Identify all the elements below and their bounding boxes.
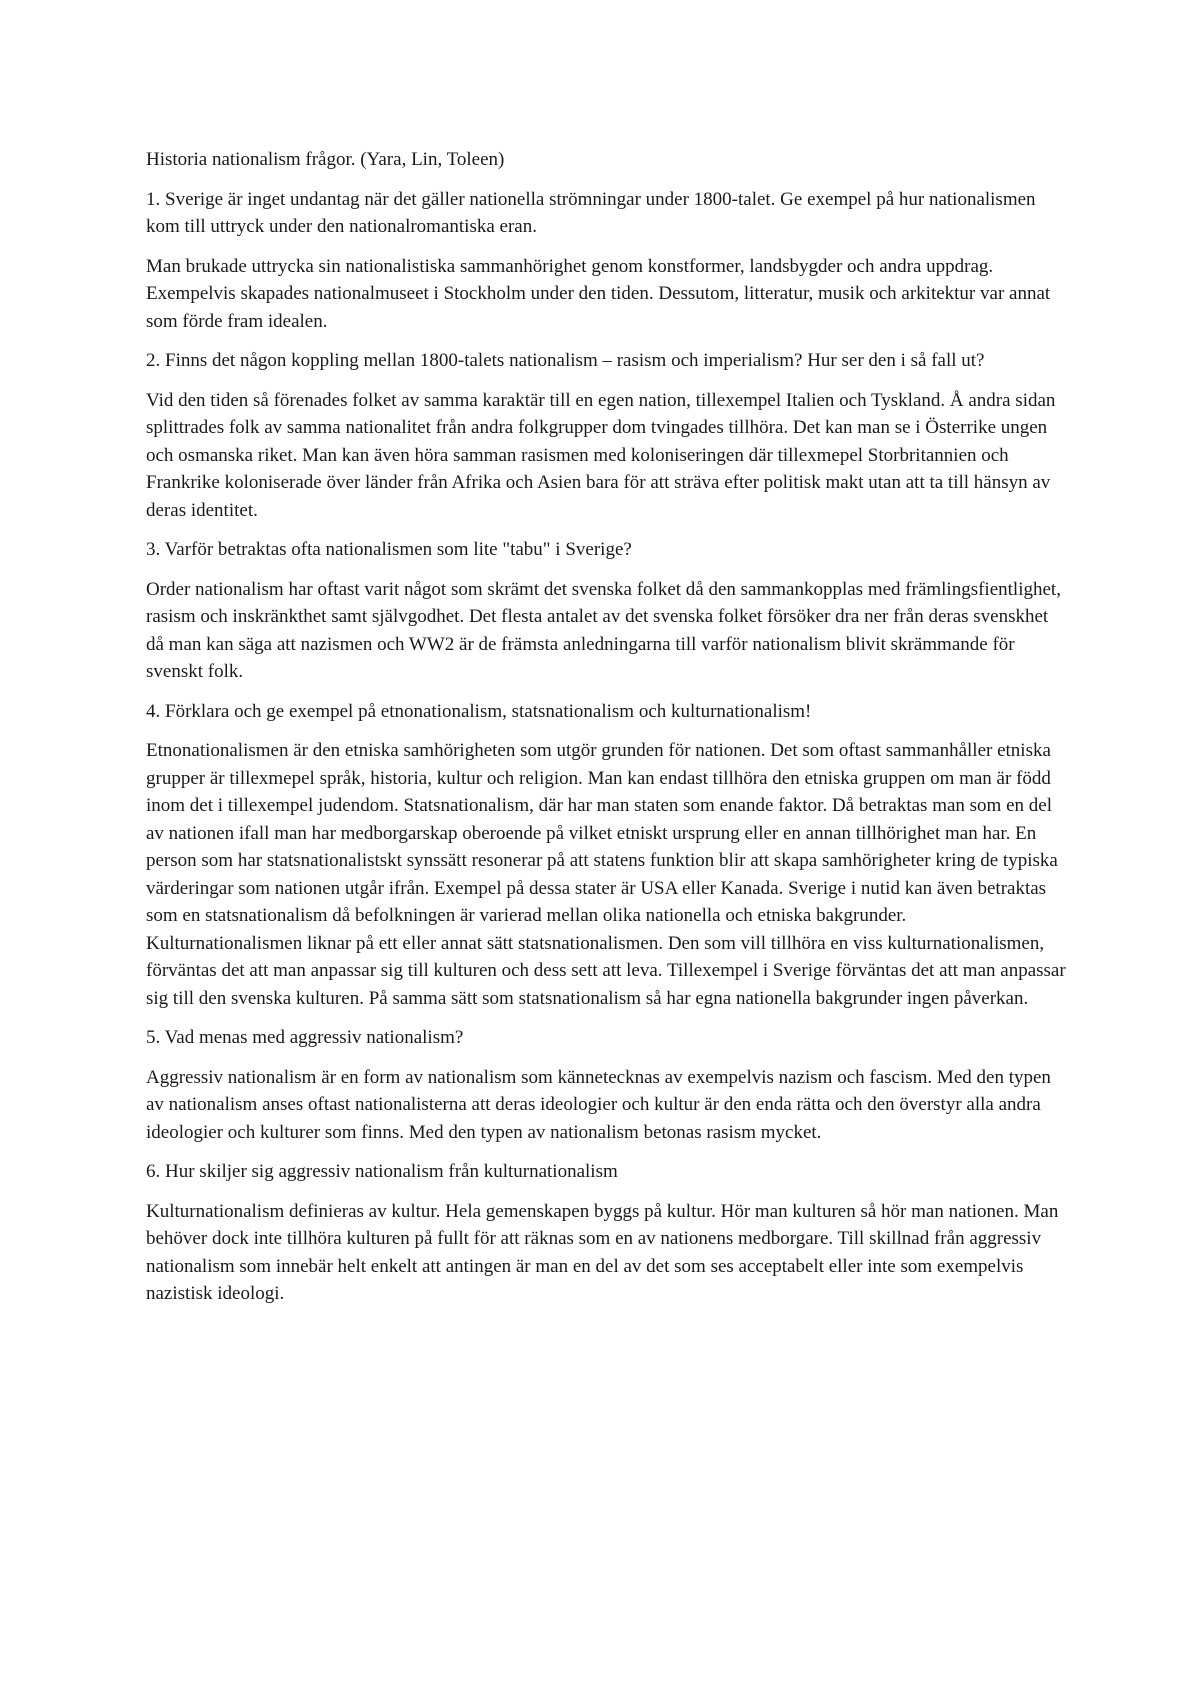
answer-5: Aggressiv nationalism är en form av nationalism som kännetecknas av exempelvis nazism och fascism. Med den typen av nationalism anses oftast nationalisterna att deras ideologier och kultur är den enda rätta och den överstyr alla andra ideologier och kulturer som finns. Med den typen av nationalism betonas rasism mycket. (146, 1066, 1051, 1143)
question-1: 1. Sverige är inget undantag när det gäller nationella strömningar under 1800-talet. Ge exempel på hur nationalismen kom till uttryck under den nationalromantiska eran. (146, 188, 1036, 237)
question-6: 6. Hur skiljer sig aggressiv nationalism från kulturnationalism (146, 1161, 618, 1182)
question-5: 5. Vad menas med aggressiv nationalism? (146, 1027, 464, 1048)
question-3: 3. Varför betraktas ofta nationalismen som lite "tabu" i Sverige? (146, 539, 632, 560)
question-4: 4. Förklara och ge exempel på etnonationalism, statsnationalism och kulturnationalism! (146, 700, 812, 722)
document-body (146, 146, 1066, 1320)
answer-3: Order nationalism har oftast varit något som skrämt det svenska folket då den sammankopplas med främlingsfientlighet, rasism och inskränkthet samt självgodhet. Det flesta antalet av det svenska folket försöker dra ner från deras svenskhet då man kan säga att nazismen och WW2 är de främsta anledningarna till varför nationalism blivit skrämmande för svenskt folk. (146, 578, 1061, 682)
answer-2: Vid den tiden så förenades folket av samma karaktär till en egen nation, tillexempel Italien och Tyskland. Å andra sidan splittrades folk av samma nationalitet från andra folkgrupper dom tvingades tillhöra. Det kan man se i Österrike ungen och osmanska riket. Man kan även höra samman rasismen med koloniseringen där tillexmepel Storbritannien och Frankrike koloniserade över länder från Afrika och Asien bara för att sträva efter politisk makt utan att ta till hänsyn av deras identitet. (146, 389, 1056, 521)
question-2: 2. Finns det någon koppling mellan 1800-talets nationalism – rasism och imperialism? Hur ser den i så fall ut? (146, 350, 985, 371)
answer-4: Etnonationalismen är den etniska samhörigheten som utgör grunden för nationen. Det som oftast sammanhåller etniska grupper är tillexmepel språk, historia, kultur och religion. Man kan endast tillhöra den etniska gruppen om man är född inom det i tillexempel judendom. Statsnationalism, där har man staten som enande faktor. Då betraktas man som en del av nationen ifall man har medborgarskap oberoende på vilket etniskt ursprung eller en annan tillhörighet man har. En person som har statsnationalistskt synssätt resonerar på att statens funktion blir att skapa samhörigheter kring de typiska värderingar som nationen utgår ifrån. Exempel på dessa stater är USA eller Kanada. Sverige i nutid kan även betraktas som en statsnationalism då befolkningen är varierad mellan olika nationella och etniska bakgrunder. Kulturnationalismen liknar på ett eller annat sätt statsnationalismen. Den som vill tillhöra en viss kulturnationalismen, förväntas det att man anpassar sig till kulturen och dess sett att leva. Tillexempel i Sverige förväntas det att man anpassar sig till den svenska kulturen. På samma sätt som statsnationalism så har egna nationella bakgrunder ingen påverkan. (146, 740, 1066, 1009)
answer-1: Man brukade uttrycka sin nationalistiska sammanhörighet genom konstformer, landsbygder och andra uppdrag. Exempelvis skapades nationalmuseet i Stockholm under den tiden. Dessutom, litteratur, musik och arkitektur var annat som förde fram idealen. (146, 255, 1051, 332)
document-title: Historia nationalism frågor. (Yara, Lin, Toleen) (146, 149, 505, 170)
answer-6: Kulturnationalism definieras av kultur. Hela gemenskapen byggs på kultur. Hör man kulturen så hör man nationen. Man behöver dock inte tillhöra kulturen på fullt för att räknas som en av nationens medborgare. Till skillnad från aggressiv nationalism som innebär helt enkelt att antingen är man en del av det som ses acceptabelt eller inte som exempelvis nazistisk ideologi. (146, 1200, 1059, 1304)
